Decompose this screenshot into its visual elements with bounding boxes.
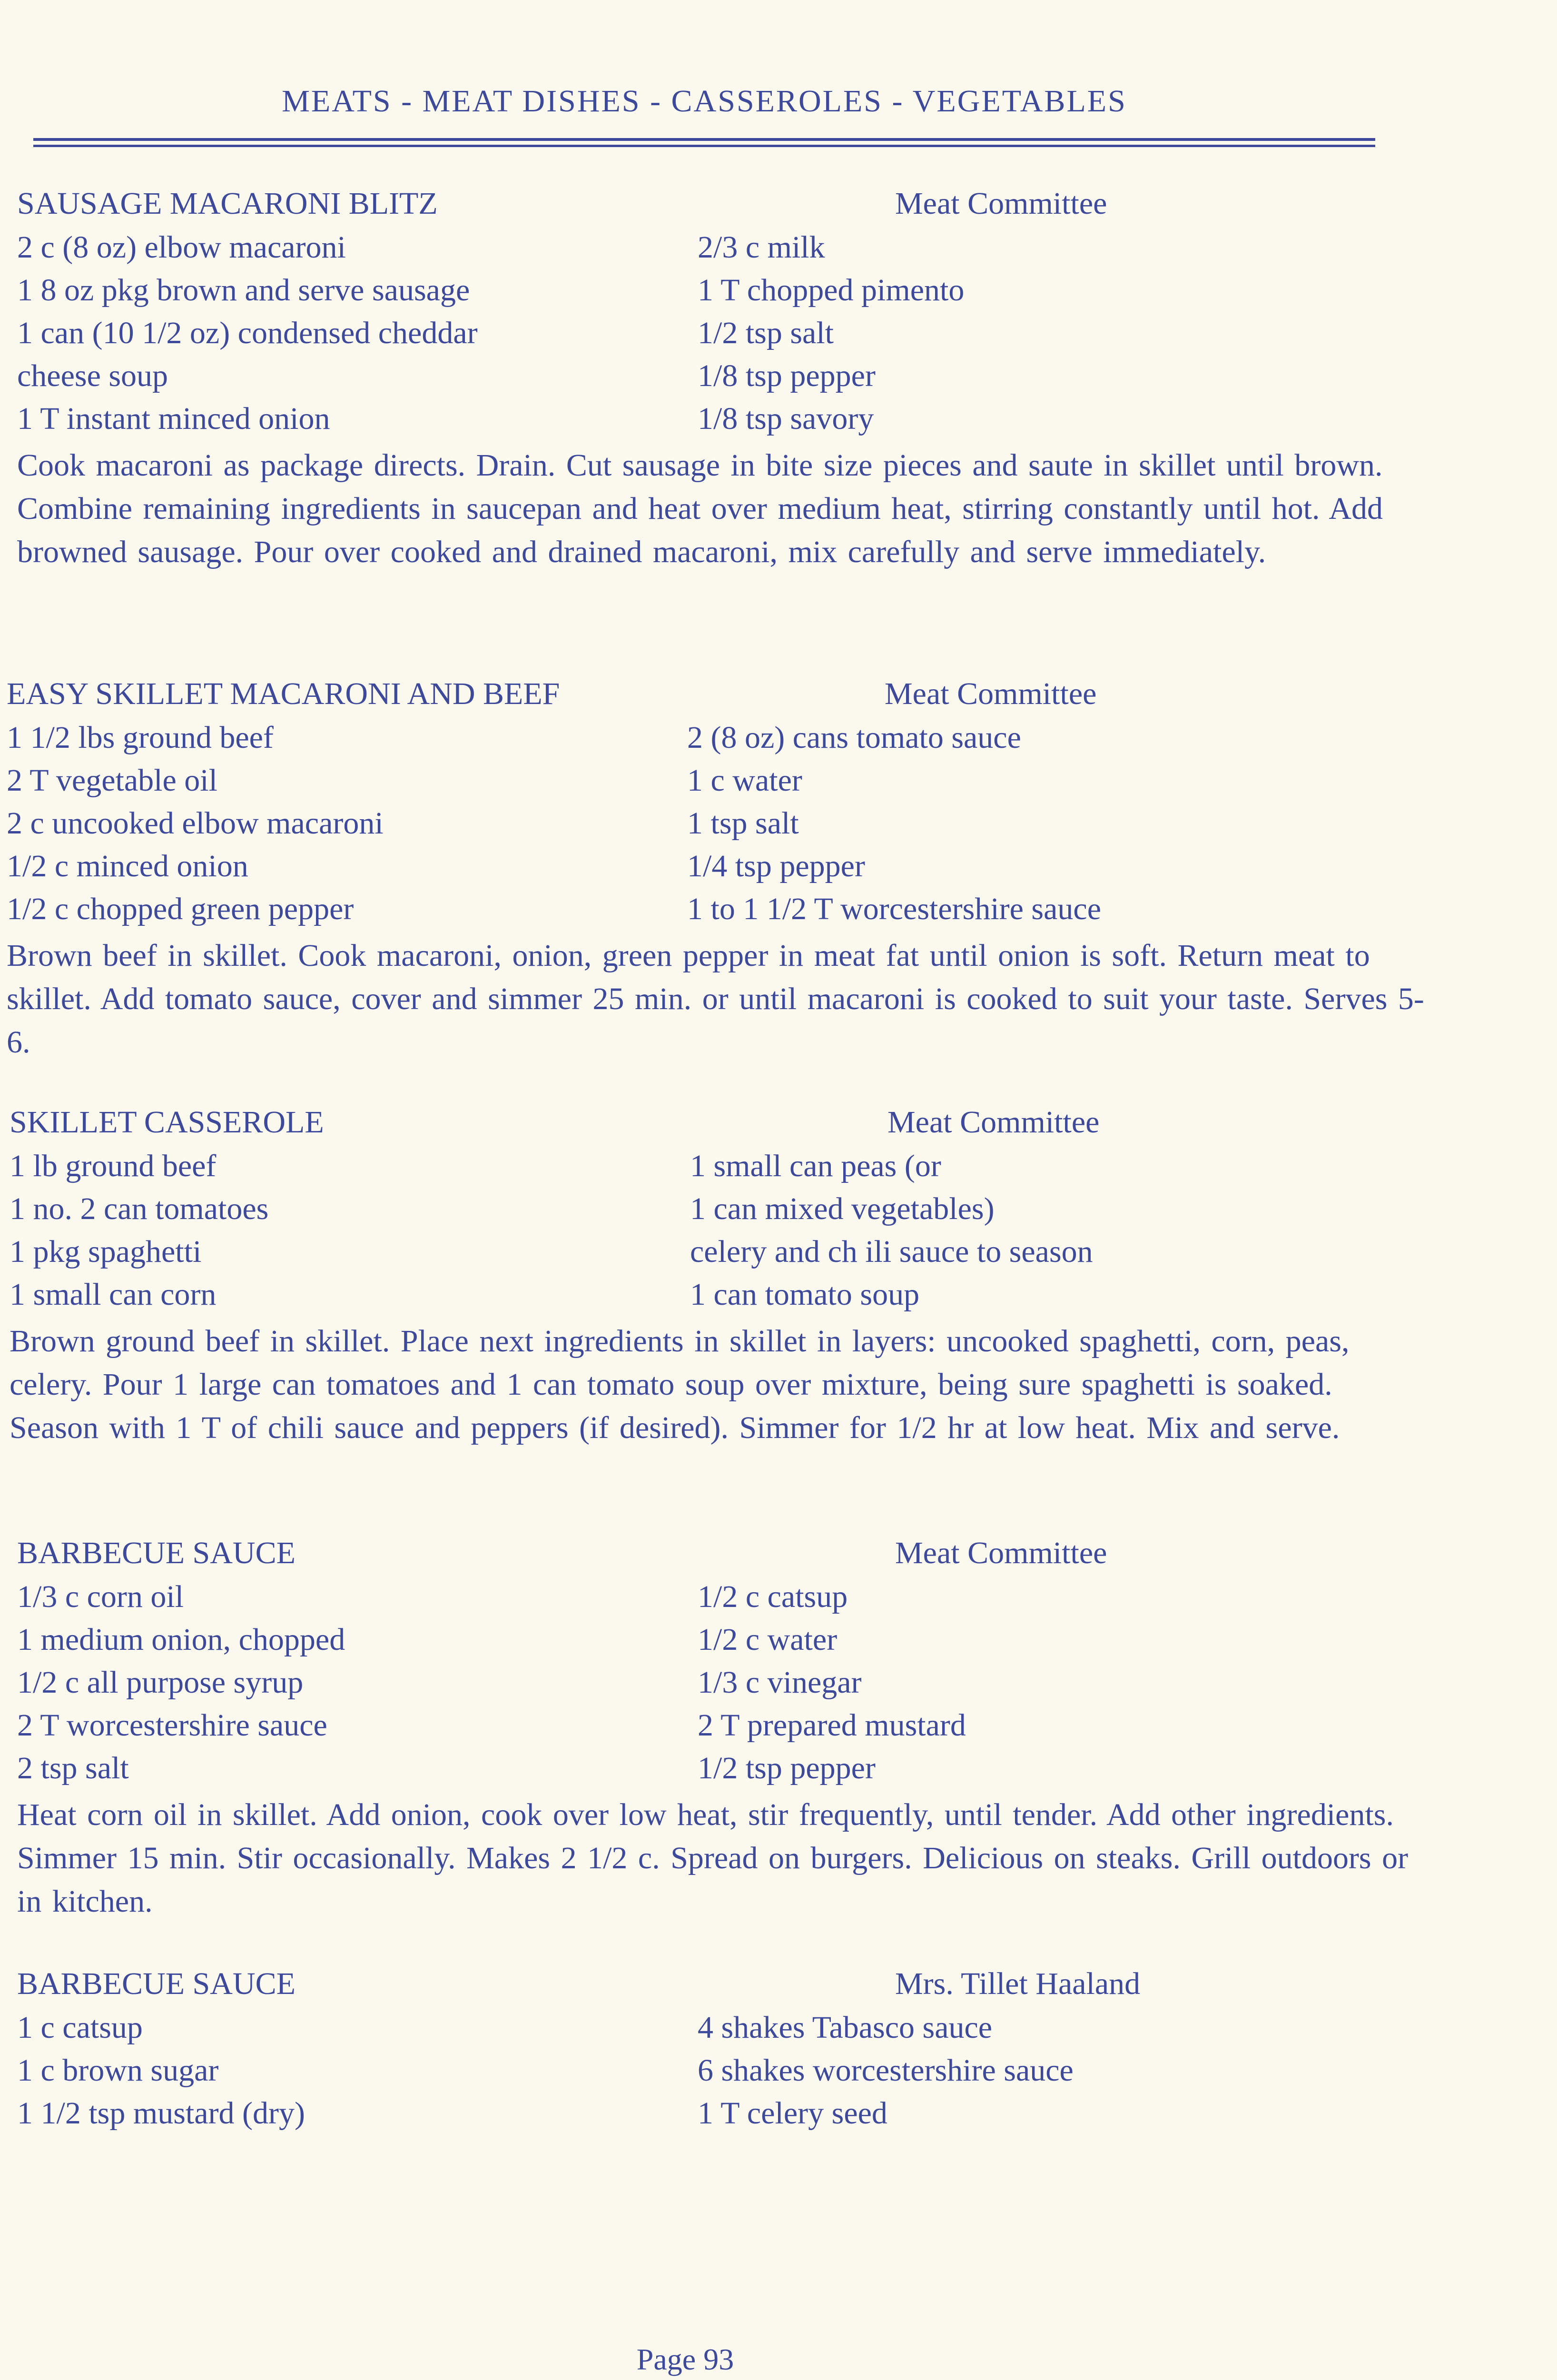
ingredient-right: 1 T chopped pimento: [698, 273, 965, 307]
recipe-barbecue-sauce-haaland: [17, 1966, 1445, 2138]
ingredient-right: 2 T prepared mustard: [698, 1708, 966, 1743]
ingredient-row: [17, 2010, 1445, 2053]
ingredient-row: [17, 2053, 1445, 2095]
ingredient-left: cheese soup: [17, 358, 168, 393]
ingredient-left: 1 no. 2 can tomatoes: [10, 1191, 269, 1226]
ingredient-left: 1 1/2 lbs ground beef: [7, 720, 274, 755]
header-rule-top: [33, 138, 1375, 141]
ingredient-row: [17, 1750, 1445, 1793]
ingredient-row: [17, 401, 1445, 444]
ingredient-right: 6 shakes worcestershire sauce: [698, 2053, 1074, 2088]
recipe-easy-skillet-macaroni-and-beef: [7, 676, 1434, 1064]
recipe-author: Mrs. Tillet Haaland: [895, 1966, 1141, 2001]
recipe-sausage-macaroni-blitz: [17, 186, 1445, 574]
recipe-directions: Cook macaroni as package directs. Drain. Cut sausage in bite size pieces and saute in skillet until brown. Combine remaining ingredients in saucepan and heat over medium heat, stirring constantly until hot. Add browned sausage. Pour over cooked and drained macaroni, mix carefully and serve immediately.: [17, 448, 1383, 569]
recipe-author: Meat Committee: [887, 1105, 1100, 1140]
ingredient-right: 1 c water: [687, 763, 802, 798]
ingredient-left: 2 T worcestershire sauce: [17, 1708, 327, 1743]
ingredient-row: [17, 1579, 1445, 1622]
ingredient-left: 1 medium onion, chopped: [17, 1622, 345, 1657]
ingredient-row: [17, 2095, 1445, 2138]
ingredient-right: 1 tsp salt: [687, 806, 799, 841]
header-rule-bottom: [33, 145, 1375, 147]
recipe-directions: Heat corn oil in skillet. Add onion, cook over low heat, stir frequently, until tender. Add other ingredients. Simmer 15 min. Stir occasionally. Makes 2 1/2 c. Spread on burgers. Delicious on steaks. Grill outdoors or in kitchen.: [17, 1797, 1409, 1919]
ingredient-right: 1/8 tsp savory: [698, 401, 874, 436]
ingredient-left: 1/2 c all purpose syrup: [17, 1665, 304, 1700]
recipe-directions: Brown ground beef in skillet. Place next ingredients in skillet in layers: uncooked spaghetti, corn, peas, celery. Pour 1 large can tomatoes and 1 can tomato soup over mixture, being sure spaghetti is soaked. Season with 1 T of chili sauce and peppers (if desired). Simmer for 1/2 hr at low heat. Mix and serve.: [10, 1324, 1350, 1445]
ingredient-right: 1/2 c water: [698, 1622, 838, 1657]
ingredient-right: 1/2 tsp salt: [698, 316, 834, 350]
recipe-directions: Brown beef in skillet. Cook macaroni, onion, green pepper in meat fat until onion is soft. Return meat to skillet. Add tomato sauce, cover and simmer 25 min. or until macaroni is cooked to suit your taste. Serves 5-6.: [7, 938, 1424, 1060]
recipe-title: BARBECUE SAUCE: [17, 1536, 296, 1570]
ingredient-left: 2 c (8 oz) elbow macaroni: [17, 230, 346, 265]
ingredient-left: 2 c uncooked elbow macaroni: [7, 806, 384, 841]
ingredient-left: 1 T instant minced onion: [17, 401, 330, 436]
ingredient-left: 2 tsp salt: [17, 1751, 129, 1785]
ingredient-left: 1 pkg spaghetti: [10, 1234, 202, 1269]
ingredient-right: 1/3 c vinegar: [698, 1665, 862, 1700]
ingredient-right: 1 can tomato soup: [690, 1277, 920, 1312]
ingredient-row: [10, 1148, 1437, 1191]
ingredient-right: 1/2 c catsup: [698, 1579, 848, 1614]
ingredient-left: 1 1/2 tsp mustard (dry): [17, 2096, 305, 2131]
ingredient-right: 2 (8 oz) cans tomato sauce: [687, 720, 1021, 755]
ingredient-left: 1 8 oz pkg brown and serve sausage: [17, 273, 470, 307]
recipe-title: SAUSAGE MACARONI BLITZ: [17, 186, 438, 221]
recipe-title: EASY SKILLET MACARONI AND BEEF: [7, 676, 560, 711]
ingredient-left: 1/2 c chopped green pepper: [7, 892, 354, 926]
ingredient-row: [17, 1707, 1445, 1750]
ingredient-row: [7, 848, 1434, 891]
ingredient-row: [7, 763, 1434, 805]
ingredient-left: 1/2 c minced onion: [7, 849, 248, 883]
page-header: MEATS - MEAT DISHES - CASSEROLES - VEGETABLES: [282, 84, 1127, 119]
ingredient-row: [7, 720, 1434, 763]
recipe-title: SKILLET CASSEROLE: [10, 1105, 324, 1140]
ingredient-row: [17, 1665, 1445, 1707]
ingredient-right: 1/8 tsp pepper: [698, 358, 876, 393]
ingredient-row: [10, 1191, 1437, 1234]
ingredient-left: 1 lb ground beef: [10, 1149, 217, 1183]
ingredient-right: 4 shakes Tabasco sauce: [698, 2010, 993, 2045]
ingredient-row: [7, 805, 1434, 848]
ingredient-left: 1 small can corn: [10, 1277, 217, 1312]
ingredient-left: 1 c catsup: [17, 2010, 143, 2045]
recipe-author: Meat Committee: [895, 1536, 1107, 1570]
ingredient-row: [7, 891, 1434, 934]
ingredient-row: [17, 272, 1445, 315]
recipe-barbecue-sauce-meat-committee: [17, 1535, 1445, 1923]
ingredient-row: [10, 1234, 1437, 1277]
ingredient-right: 1 can mixed vegetables): [690, 1191, 995, 1226]
page-number: Page 93: [636, 2342, 734, 2376]
recipe-title: BARBECUE SAUCE: [17, 1966, 296, 2001]
ingredient-left: 1/3 c corn oil: [17, 1579, 184, 1614]
ingredient-right: celery and ch ili sauce to season: [690, 1234, 1093, 1269]
ingredient-right: 2/3 c milk: [698, 230, 825, 265]
ingredient-right: 1 to 1 1/2 T worcestershire sauce: [687, 892, 1101, 926]
ingredient-row: [17, 229, 1445, 272]
recipe-author: Meat Committee: [885, 676, 1097, 711]
ingredient-right: 1 T celery seed: [698, 2096, 887, 2131]
ingredient-row: [17, 1622, 1445, 1665]
ingredient-left: 1 c brown sugar: [17, 2053, 219, 2088]
ingredient-left: 2 T vegetable oil: [7, 763, 217, 798]
ingredient-right: 1 small can peas (or: [690, 1149, 941, 1183]
ingredient-row: [10, 1277, 1437, 1319]
recipe-author: Meat Committee: [895, 186, 1107, 221]
ingredient-left: 1 can (10 1/2 oz) condensed cheddar: [17, 316, 478, 350]
ingredient-right: 1/4 tsp pepper: [687, 849, 865, 883]
ingredient-row: [17, 358, 1445, 401]
ingredient-row: [17, 315, 1445, 358]
recipe-skillet-casserole: [10, 1104, 1437, 1449]
ingredient-right: 1/2 tsp pepper: [698, 1751, 876, 1785]
